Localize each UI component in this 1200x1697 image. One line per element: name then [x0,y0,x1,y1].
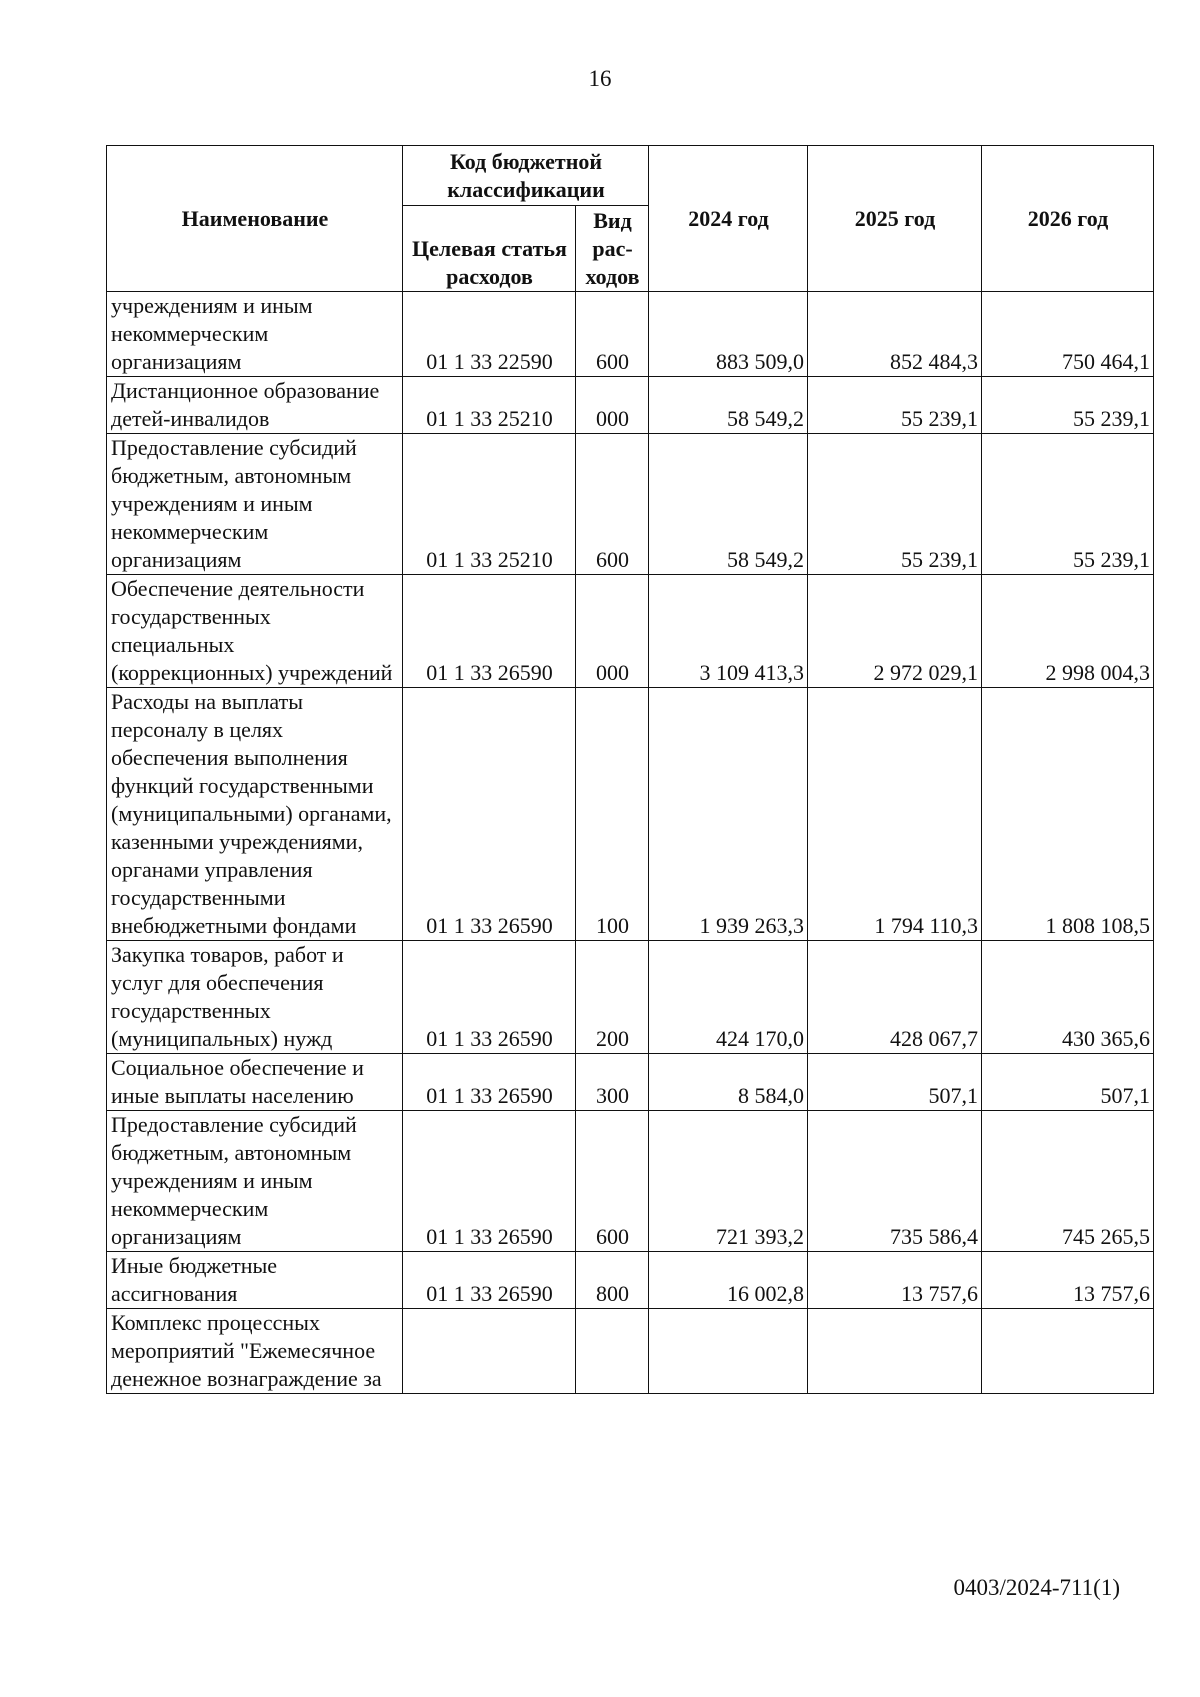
table-row [107,575,1154,688]
row-value-2026: 2 998 004,3 [982,575,1154,688]
row-value-2024: 16 002,8 [649,1252,808,1309]
row-name: Комплекс процессных мероприятий "Ежемесячное денежное вознаграждение за [107,1309,403,1394]
row-value-2026: 1 808 108,5 [982,688,1154,941]
header-code-group: Код бюджетной классификации [403,146,649,206]
row-value-2025 [808,1309,982,1394]
row-value-2026: 507,1 [982,1054,1154,1111]
row-name: Предоставление субсидий бюджетным, автономным учреждениям и иным некоммерческим организациям [107,434,403,575]
row-value-2026: 750 464,1 [982,292,1154,377]
row-value-2026 [982,1309,1154,1394]
row-expense-type: 600 [576,434,649,575]
row-expense-type: 000 [576,575,649,688]
row-value-2025: 428 067,7 [808,941,982,1054]
row-target-code: 01 1 33 26590 [403,1111,576,1252]
row-name: Обеспечение деятельности государственных специальных (коррекционных) учреждений [107,575,403,688]
table-row [107,1252,1154,1309]
table-header [107,146,1154,292]
header-year-2025: 2025 год [808,146,982,292]
row-name: Предоставление субсидий бюджетным, автономным учреждениям и иным некоммерческим организациям [107,1111,403,1252]
table-row [107,1111,1154,1252]
row-value-2025: 507,1 [808,1054,982,1111]
row-value-2024: 424 170,0 [649,941,808,1054]
table-row [107,1309,1154,1394]
row-target-code: 01 1 33 26590 [403,688,576,941]
row-target-code: 01 1 33 22590 [403,292,576,377]
row-name: Закупка товаров, работ и услуг для обеспечения государственных (муниципальных) нужд [107,941,403,1054]
row-value-2024 [649,1309,808,1394]
row-value-2024: 8 584,0 [649,1054,808,1111]
row-expense-type: 000 [576,377,649,434]
row-value-2025: 13 757,6 [808,1252,982,1309]
row-name: Расходы на выплаты персоналу в целях обеспечения выполнения функций государственными (муниципальными) органами, казенными учреждениями, органами управления государственными внебюджетными фондами [107,688,403,941]
header-name: Наименование [107,146,403,292]
page-number: 16 [588,66,612,91]
row-value-2025: 735 586,4 [808,1111,982,1252]
row-value-2025: 2 972 029,1 [808,575,982,688]
budget-table [106,145,1154,1394]
row-target-code: 01 1 33 26590 [403,1054,576,1111]
row-target-code: 01 1 33 26590 [403,575,576,688]
row-value-2025: 1 794 110,3 [808,688,982,941]
row-name: Дистанционное образование детей-инвалидов [107,377,403,434]
table-row [107,434,1154,575]
row-value-2025: 55 239,1 [808,377,982,434]
row-value-2024: 58 549,2 [649,434,808,575]
header-year-2024: 2024 год [649,146,808,292]
row-expense-type: 600 [576,292,649,377]
row-name: Социальное обеспечение и иные выплаты населению [107,1054,403,1111]
row-value-2024: 1 939 263,3 [649,688,808,941]
row-name: Иные бюджетные ассигнования [107,1252,403,1309]
row-value-2026: 55 239,1 [982,434,1154,575]
document-number: 0403/2024-711(1) [953,1575,1120,1600]
table-row [107,377,1154,434]
row-target-code: 01 1 33 26590 [403,1252,576,1309]
table-row [107,941,1154,1054]
row-expense-type: 800 [576,1252,649,1309]
row-target-code: 01 1 33 26590 [403,941,576,1054]
row-value-2024: 3 109 413,3 [649,575,808,688]
row-value-2024: 883 509,0 [649,292,808,377]
row-value-2025: 55 239,1 [808,434,982,575]
row-name: учреждениям и иным некоммерческим организациям [107,292,403,377]
row-target-code [403,1309,576,1394]
row-target-code: 01 1 33 25210 [403,434,576,575]
row-value-2026: 55 239,1 [982,377,1154,434]
table-row [107,292,1154,377]
row-value-2025: 852 484,3 [808,292,982,377]
row-value-2026: 430 365,6 [982,941,1154,1054]
table-body [107,292,1154,1394]
header-year-2026: 2026 год [982,146,1154,292]
row-expense-type: 300 [576,1054,649,1111]
row-expense-type: 600 [576,1111,649,1252]
header-target-article: Целевая статья расходов [403,206,576,292]
row-target-code: 01 1 33 25210 [403,377,576,434]
row-expense-type: 200 [576,941,649,1054]
row-value-2024: 58 549,2 [649,377,808,434]
row-value-2026: 745 265,5 [982,1111,1154,1252]
header-expense-type: Вид рас-ходов [576,206,649,292]
row-expense-type: 100 [576,688,649,941]
row-value-2024: 721 393,2 [649,1111,808,1252]
row-value-2026: 13 757,6 [982,1252,1154,1309]
table-row [107,688,1154,941]
table-row [107,1054,1154,1111]
row-expense-type [576,1309,649,1394]
